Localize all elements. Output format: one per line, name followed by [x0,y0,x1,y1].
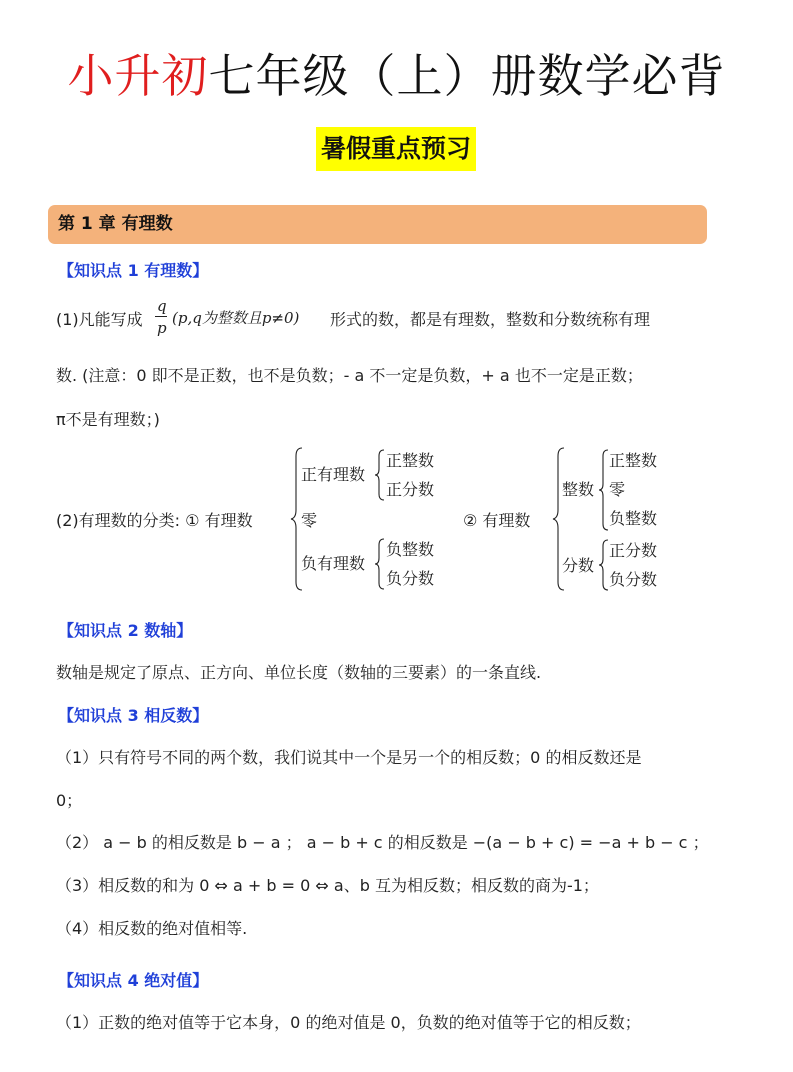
brace-positive-rational [374,448,386,502]
tree1-positive-integer: 正整数 [386,451,435,470]
tree1-positive-rational: 正有理数 [301,465,366,484]
chapter-banner: 第 1 章 有理数 [48,205,707,244]
tree2-zero: 零 [609,480,626,499]
kp3-line1: （1）只有符号不同的两个数，我们说其中一个是另一个的相反数；0 的相反数还是 [56,748,642,767]
kp4-heading: 【知识点 4 绝对值】 [58,971,209,990]
kp3-line2: （2） a − b 的相反数是 b − a ； a − b + c 的相反数是 −(a − b + c) = −a + b − c ； [56,833,709,852]
tree2-integer: 整数 [562,480,595,499]
tree1-negative-rational: 负有理数 [301,554,366,573]
kp3-heading: 【知识点 3 相反数】 [58,706,209,725]
kp3-line4: （4）相反数的绝对值相等. [56,919,248,938]
page-subtitle: 暑假重点预习 [316,127,476,171]
tree1-negative-fraction: 负分数 [386,569,435,588]
kp1-line1-condition: (p,q为整数且p≠0) [172,309,300,327]
tree2-negative-fraction: 负分数 [609,570,658,589]
kp1-heading: 【知识点 1 有理数】 [58,261,209,280]
classification-label-1: (2)有理数的分类: ① 有理数 [56,511,253,530]
tree1-negative-integer: 负整数 [386,540,435,559]
tree2-negative-integer: 负整数 [609,509,658,528]
fraction-bar [155,316,167,317]
kp1-line1-suffix: 形式的数，都是有理数，整数和分数统称有理 [330,310,651,329]
tree1-positive-fraction: 正分数 [386,480,435,499]
kp3-line3: （3）相反数的和为 0 ⇔ a + b = 0 ⇔ a、b 互为相反数；相反数的商为-1； [56,876,599,895]
tree2-fraction: 分数 [562,556,595,575]
tree2-positive-integer: 正整数 [609,451,658,470]
classification-label-2: ② 有理数 [463,511,531,530]
kp4-line1: （1）正数的绝对值等于它本身，0 的绝对值是 0，负数的绝对值等于它的相反数； [56,1013,641,1032]
tree1-zero: 零 [301,511,318,530]
kp3-line1-continued: 0； [56,791,83,810]
tree2-positive-fraction: 正分数 [609,541,658,560]
fraction-numerator: q [157,297,167,315]
brace-negative-rational [374,537,386,591]
kp2-heading: 【知识点 2 数轴】 [58,621,193,640]
page-title [0,40,793,106]
fraction-denominator: p [157,319,167,337]
kp2-line1: 数轴是规定了原点、正方向、单位长度（数轴的三要素）的一条直线. [56,663,542,682]
title-main-part: 七年级（上）册数学必背 [208,49,726,103]
title-red-part: 小升初 [67,49,209,103]
kp1-line1-prefix: (1)凡能写成 [56,310,143,329]
kp1-line2: 数. (注意：0 即不是正数，也不是负数；- a 不一定是负数，+ a 也不一定是正数； [56,366,643,385]
kp1-line3: π不是有理数；) [56,410,160,429]
